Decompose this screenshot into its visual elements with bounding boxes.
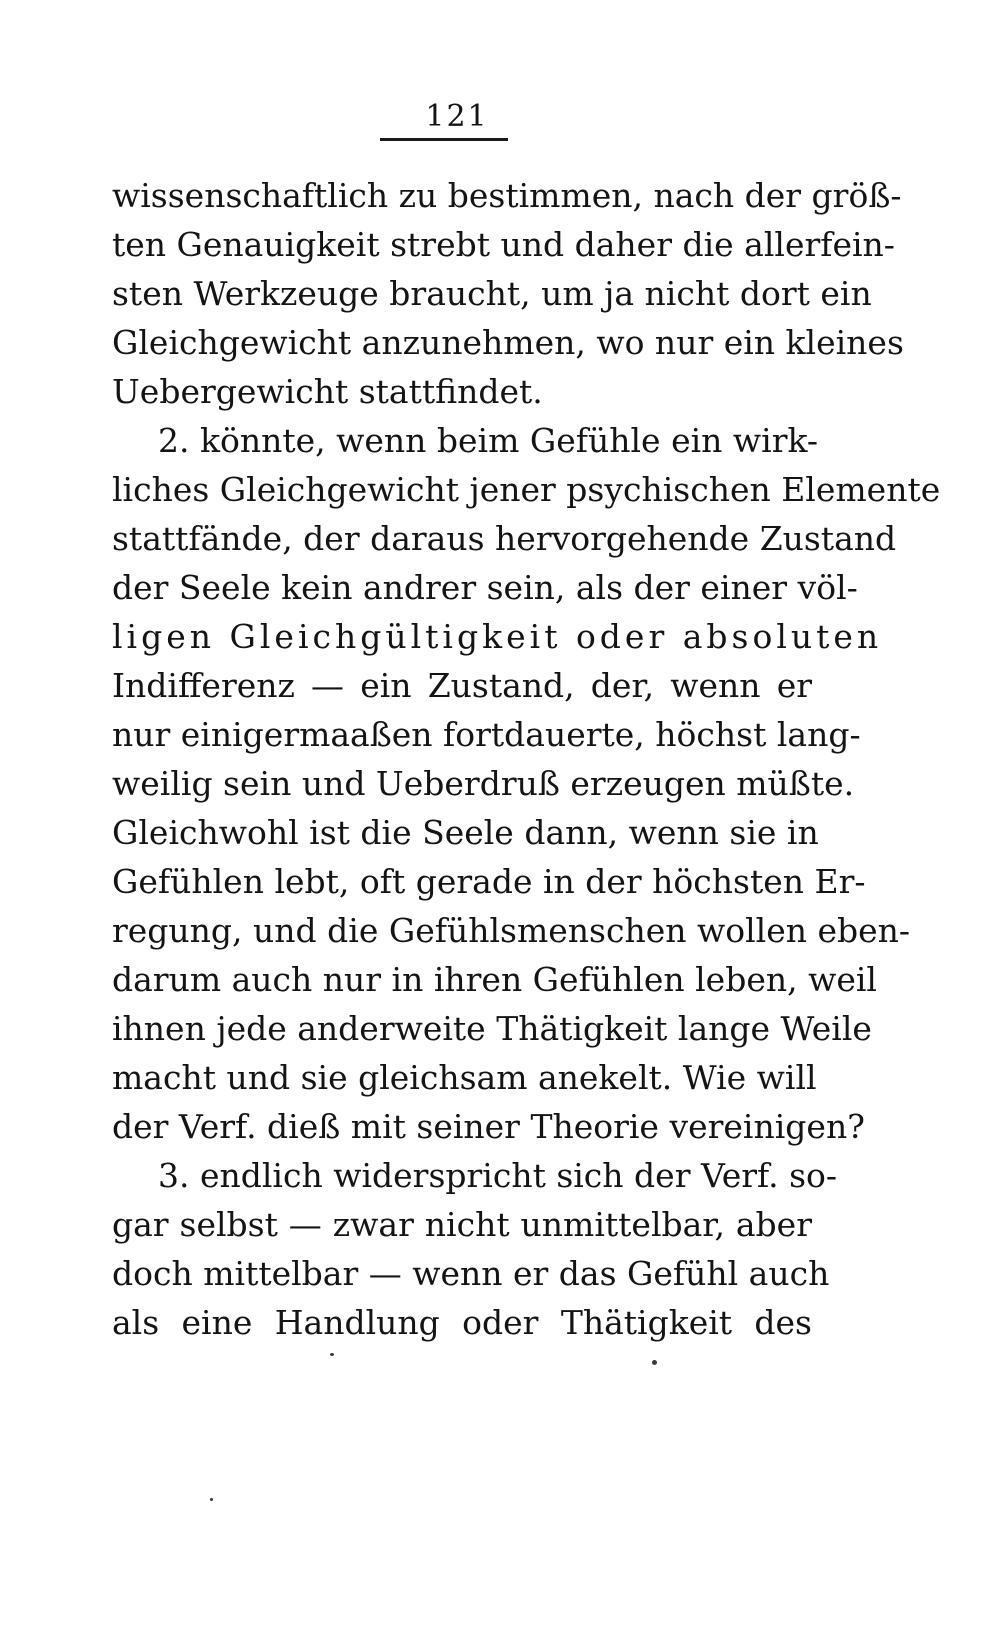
paper-speck bbox=[330, 1353, 334, 1356]
text-line: ligen Gleichgültigkeit oder absoluten bbox=[112, 617, 883, 656]
text-line: stattfände, der daraus hervorgehende Zustand bbox=[112, 519, 897, 558]
text-line: der Seele kein andrer sein, als der einer völ- bbox=[112, 568, 858, 607]
text-line: Gefühlen lebt, oft gerade in der höchsten Er- bbox=[112, 862, 866, 901]
text-line: 2. könnte, wenn beim Gefühle ein wirk- bbox=[158, 421, 819, 460]
text-line: darum auch nur in ihren Gefühlen leben, weil bbox=[112, 960, 877, 999]
text-line: liches Gleichgewicht jener psychischen Elemente bbox=[112, 470, 941, 509]
page-number: 121 bbox=[425, 99, 489, 134]
text-line: gar selbst — zwar nicht unmittelbar, aber bbox=[112, 1205, 812, 1244]
text-line: der Verf. dieß mit seiner Theorie vereinigen? bbox=[112, 1107, 865, 1146]
text-line: Indifferenz — ein Zustand, der, wenn er bbox=[112, 666, 812, 705]
text-line: Gleichgewicht anzunehmen, wo nur ein kleines bbox=[112, 323, 904, 362]
text-line: regung, und die Gefühlsmenschen wollen eben- bbox=[112, 911, 911, 950]
text-line: 3. endlich widerspricht sich der Verf. so- bbox=[158, 1156, 838, 1195]
text-line: macht und sie gleichsam anekelt. Wie will bbox=[112, 1058, 817, 1097]
text-line: Gleichwohl ist die Seele dann, wenn sie in bbox=[112, 813, 819, 852]
text-line: doch mittelbar — wenn er das Gefühl auch bbox=[112, 1254, 830, 1293]
paper-speck bbox=[210, 1498, 213, 1501]
text-line: wissenschaftlich zu bestimmen, nach der größ- bbox=[112, 176, 902, 215]
text-line: weilig sein und Ueberdruß erzeugen müßte. bbox=[112, 764, 855, 803]
text-line: als eine Handlung oder Thätigkeit des bbox=[112, 1303, 812, 1342]
text-line: sten Werkzeuge braucht, um ja nicht dort ein bbox=[112, 274, 872, 313]
paper-speck bbox=[652, 1360, 657, 1365]
text-line: nur einigermaaßen fortdauerte, höchst lang- bbox=[112, 715, 861, 754]
text-line: Uebergewicht stattfindet. bbox=[112, 372, 543, 411]
text-line: ten Genauigkeit strebt und daher die allerfein- bbox=[112, 225, 895, 264]
text-line: ihnen jede anderweite Thätigkeit lange Weile bbox=[112, 1009, 872, 1048]
